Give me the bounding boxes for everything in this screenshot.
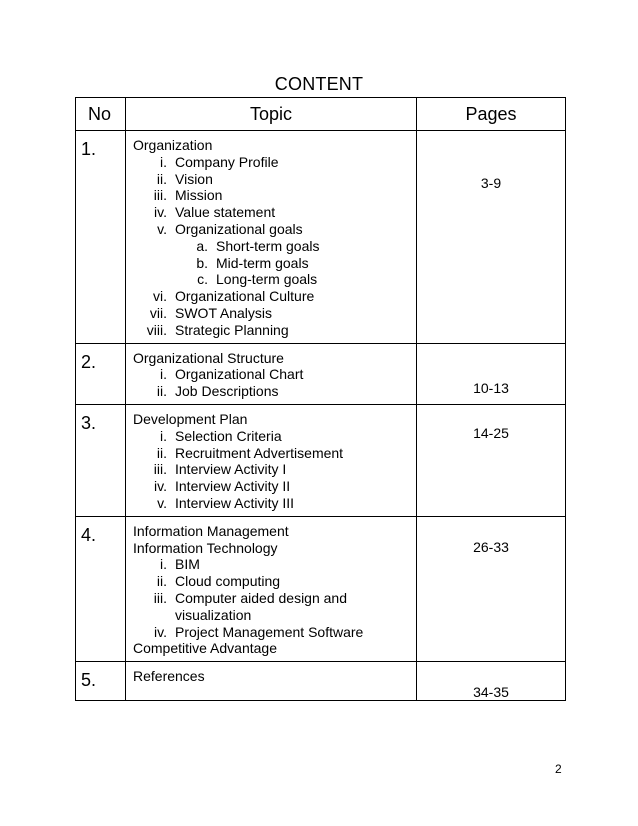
- item-text: Job Descriptions: [175, 383, 279, 400]
- item-numeral: i.: [160, 153, 167, 170]
- topic-item: [133, 221, 416, 238]
- item-numeral: iv.: [154, 623, 167, 640]
- item-numeral: v.: [157, 494, 167, 511]
- item-text: Recruitment Advertisement: [175, 444, 344, 461]
- section-heading: References: [133, 668, 205, 685]
- topic-item: [133, 383, 416, 400]
- row-topics: [126, 131, 417, 344]
- item-numeral: iii.: [153, 187, 167, 204]
- item-text: BIM: [175, 556, 200, 573]
- item-text: Mission: [175, 187, 223, 204]
- topic-item: [133, 461, 416, 478]
- header-pages: Pages: [417, 98, 566, 131]
- item-text: SWOT Analysis: [175, 304, 272, 321]
- subtopic-item: [133, 255, 416, 272]
- row-number: 2.: [76, 343, 126, 404]
- section-heading: Information Management: [133, 522, 289, 539]
- item-numeral: c.: [197, 271, 208, 288]
- item-numeral: iv.: [154, 478, 167, 495]
- row-pages: 26-33: [417, 516, 566, 661]
- item-numeral: vii.: [149, 304, 167, 321]
- subtopic-item: [133, 238, 416, 255]
- item-text: Company Profile: [175, 153, 279, 170]
- item-text: Strategic Planning: [175, 321, 289, 338]
- item-text: Cloud computing: [175, 573, 281, 590]
- topic-item: [133, 366, 416, 383]
- row-number: 5.: [76, 662, 126, 701]
- item-text: Mid-term goals: [216, 254, 309, 271]
- item-numeral: iv.: [154, 204, 167, 221]
- topic-item: [133, 573, 416, 590]
- row-topics: [126, 343, 417, 404]
- table-row: [76, 131, 566, 344]
- header-topic: Topic: [126, 98, 417, 131]
- item-text: Organizational goals: [175, 220, 303, 237]
- item-numeral: iii.: [153, 589, 167, 606]
- topic-item: [133, 428, 416, 445]
- item-numeral: i.: [160, 556, 167, 573]
- topic-continuation: visualization: [175, 606, 252, 623]
- item-text: Interview Activity III: [175, 494, 295, 511]
- topic-item: [133, 624, 416, 641]
- item-numeral: viii.: [146, 321, 167, 338]
- topic-item: [133, 590, 416, 607]
- item-text: Organizational Chart: [175, 366, 304, 383]
- table-header-row: [76, 98, 566, 131]
- row-number: 1.: [76, 131, 126, 344]
- item-numeral: ii.: [156, 444, 167, 461]
- row-number: 4.: [76, 516, 126, 661]
- item-text: Project Management Software: [175, 623, 364, 640]
- row-pages: 10-13: [417, 343, 566, 404]
- item-numeral: i.: [160, 366, 167, 383]
- section-heading: Competitive Advantage: [133, 640, 277, 657]
- contents-table: [75, 97, 566, 701]
- item-numeral: v.: [157, 220, 167, 237]
- topic-item: [133, 305, 416, 322]
- section-heading: Organization: [133, 137, 213, 153]
- item-numeral: b.: [196, 254, 208, 271]
- item-text: Vision: [175, 170, 213, 187]
- page-number: 2: [555, 762, 562, 776]
- row-topics: [126, 516, 417, 661]
- table-row: [76, 404, 566, 516]
- subtopic-item: [133, 271, 416, 288]
- row-topics: [126, 404, 417, 516]
- topic-item: [133, 171, 416, 188]
- table-row: [76, 516, 566, 661]
- item-numeral: i.: [160, 427, 167, 444]
- section-heading: Development Plan: [133, 410, 248, 427]
- item-text: Value statement: [175, 204, 276, 221]
- row-pages: 3-9: [417, 131, 566, 344]
- table-row: [76, 662, 566, 701]
- row-pages: 34-35: [417, 662, 566, 701]
- item-numeral: a.: [196, 237, 208, 254]
- item-numeral: vi.: [153, 288, 167, 305]
- topic-item: [133, 187, 416, 204]
- row-pages: 14-25: [417, 404, 566, 516]
- page-title: CONTENT: [274, 74, 364, 94]
- item-numeral: iii.: [153, 461, 167, 478]
- item-text: Organizational Culture: [175, 288, 315, 305]
- topic-item: [133, 288, 416, 305]
- item-numeral: ii.: [156, 573, 167, 590]
- topic-item: [133, 154, 416, 171]
- section-heading: Organizational Structure: [133, 349, 284, 366]
- topic-item: [133, 445, 416, 462]
- topic-item: [133, 495, 416, 512]
- item-text: Interview Activity I: [175, 461, 287, 478]
- item-text: Interview Activity II: [175, 478, 291, 495]
- topic-item: [133, 322, 416, 339]
- section-heading: Information Technology: [133, 539, 278, 556]
- item-text: Selection Criteria: [175, 427, 282, 444]
- item-text: Long-term goals: [216, 271, 318, 288]
- item-numeral: ii.: [156, 383, 167, 400]
- row-topics: [126, 662, 417, 701]
- item-numeral: ii.: [156, 170, 167, 187]
- row-number: 3.: [76, 404, 126, 516]
- header-no: No: [76, 98, 126, 131]
- table-row: [76, 343, 566, 404]
- topic-item: [133, 204, 416, 221]
- topic-item: [133, 478, 416, 495]
- item-text: Computer aided design and: [175, 589, 348, 606]
- item-text: Short-term goals: [216, 237, 320, 254]
- topic-item: [133, 556, 416, 573]
